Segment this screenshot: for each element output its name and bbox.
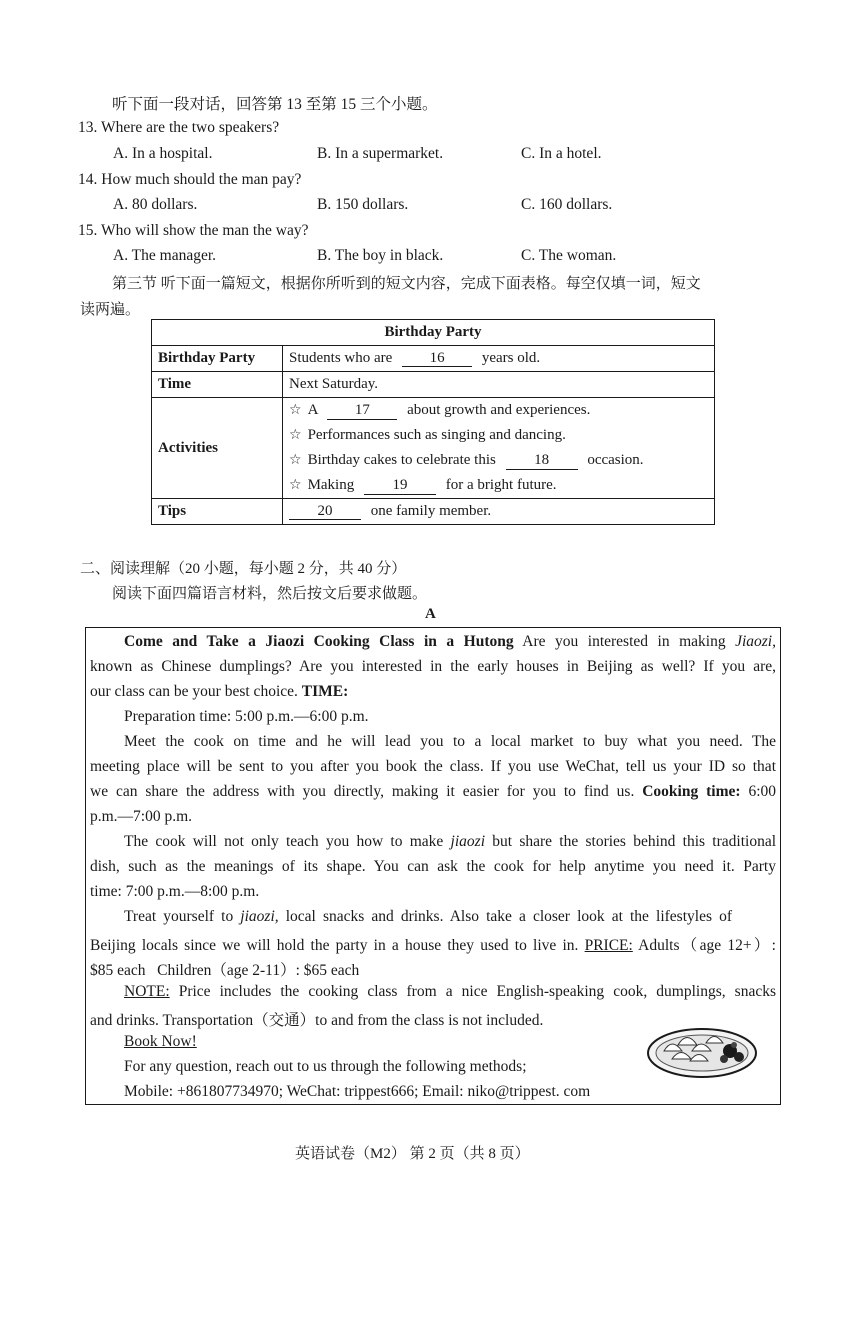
passage-line	[90, 683, 776, 701]
cooking-time-label: Cooking time:	[642, 783, 741, 800]
time-label: TIME:	[301, 683, 349, 700]
activity-1-pre: A	[307, 402, 318, 418]
passage-text: local snacks and drinks. Also take a closer look at the lifestyles of	[278, 908, 733, 925]
passage-line	[124, 983, 776, 1001]
passage-line	[90, 783, 776, 801]
row-value-age	[283, 346, 715, 372]
passage-line: Meet the cook on time and he will lead you to a local market to buy what you need. The	[124, 733, 776, 750]
row-label-birthday-party: Birthday Party	[152, 346, 283, 372]
passage-text: but share the stories behind this traditional	[485, 833, 776, 850]
reading-instruction: 阅读下面四篇语言材料，然后按文后要求做题。	[112, 586, 428, 602]
question-14: 14. How much should the man pay?	[78, 171, 302, 188]
passage-italic: jiaozi,	[240, 908, 279, 925]
question-13: 13. Where are the two speakers?	[78, 119, 280, 136]
passage-letter: A	[425, 606, 436, 622]
note-label: NOTE:	[124, 983, 170, 1000]
passage-text: 6:00	[740, 783, 776, 800]
passage-line	[90, 933, 776, 955]
blank-17: 17	[327, 403, 397, 420]
row-label-time: Time	[152, 372, 283, 398]
activity-item	[289, 423, 708, 448]
reading-heading: 二、阅读理解（20 小题，每小题 2 分，共 40 分）	[80, 561, 407, 577]
blank-20: 20	[289, 504, 361, 521]
passage-line	[124, 833, 776, 851]
passage-text: The cook will not only teach you how to make	[124, 833, 451, 850]
activities-list	[283, 398, 715, 499]
option-15a: A. The manager.	[113, 247, 217, 264]
passage-line: time: 7:00 p.m.—8:00 p.m.	[90, 883, 260, 900]
passage-text: Adults（age 12+）:	[632, 937, 776, 954]
activity-1-post: about growth and experiences.	[407, 402, 591, 418]
passage-title: Come and Take a Jiaozi Cooking Class in a Hutong	[124, 633, 514, 650]
passage-line: meeting place will be sent to you after you book the class. If you use WeChat, tell us your ID so that	[90, 758, 776, 775]
dialog-instruction: 听下面一段对话，回答第 13 至第 15 三个小题。	[112, 96, 438, 113]
option-15b: B. The boy in black.	[317, 247, 444, 264]
book-now-link: Book Now!	[124, 1033, 197, 1050]
passage-a-box	[85, 627, 781, 1105]
tips-text: one family member.	[370, 502, 492, 519]
row-label-activities: Activities	[152, 398, 283, 499]
passage-line: Mobile: +861807734970; WeChat: trippest666; Email: niko@trippest. com	[124, 1083, 591, 1100]
passage-italic: jiaozi	[450, 833, 485, 850]
activity-item	[289, 473, 708, 498]
section3-instruction: 第三节 听下面一篇短文，根据你所听到的短文内容，完成下面表格。每空仅填一词，短文	[112, 276, 701, 292]
activity-item	[289, 448, 708, 473]
passage-line	[124, 908, 732, 926]
passage-line	[124, 633, 776, 651]
activity-3-pre: Birthday cakes to celebrate this	[307, 452, 496, 468]
question-15: 15. Who will show the man the way?	[78, 222, 309, 239]
option-15c: C. The woman.	[521, 247, 617, 264]
activity-4-post: for a bright future.	[445, 477, 557, 493]
passage-line: Preparation time: 5:00 p.m.—6:00 p.m.	[124, 708, 369, 725]
activity-item	[289, 398, 708, 423]
passage-text: Price includes the cooking class from a nice English-speaking cook, dumplings, snacks	[169, 983, 776, 1000]
row1-text: Students who are	[289, 349, 393, 366]
blank-16: 16	[402, 351, 472, 368]
option-13a: A. In a hospital.	[113, 145, 213, 162]
activity-4-pre: Making	[307, 477, 355, 493]
price-label: PRICE:	[584, 937, 633, 954]
passage-line: $85 each Children（age 2-11）: $65 each	[90, 962, 360, 979]
passage-italic: Jiaozi,	[735, 633, 776, 650]
passage-text: Are you interested in making	[513, 633, 736, 650]
row-value-time: Next Saturday.	[283, 372, 715, 398]
birthday-party-table	[151, 319, 715, 525]
dumpling-plate-image	[646, 1021, 758, 1079]
option-14c: C. 160 dollars.	[521, 196, 613, 213]
option-13b: B. In a supermarket.	[317, 145, 444, 162]
row1-text-post: years old.	[481, 349, 541, 366]
section3-instruction-cont: 读两遍。	[80, 302, 141, 318]
row-value-tips	[283, 499, 715, 525]
activity-3-post: occasion.	[587, 452, 644, 468]
passage-text: our class can be your best choice.	[90, 683, 302, 700]
blank-19: 19	[364, 478, 436, 495]
passage-line: For any question, reach out to us through the following methods;	[124, 1058, 527, 1075]
option-14b: B. 150 dollars.	[317, 196, 409, 213]
table-title: Birthday Party	[152, 320, 715, 346]
page-footer: 英语试卷（M2） 第 2 页（共 8 页）	[295, 1146, 530, 1162]
activity-2: Performances such as singing and dancing.	[307, 427, 566, 443]
option-13c: C. In a hotel.	[521, 145, 602, 162]
passage-text: Treat yourself to	[124, 908, 241, 925]
passage-line: p.m.—7:00 p.m.	[90, 808, 193, 825]
row-label-tips: Tips	[152, 499, 283, 525]
passage-text: we can share the address with you directly, making it easier for you to find us.	[90, 783, 643, 800]
passage-line: dish, such as the meanings of its shape. You can ask the cook for help anytime you need it. Party	[90, 858, 776, 875]
passage-line: and drinks. Transportation（交通）to and from the class is not included.	[90, 1012, 544, 1029]
blank-18: 18	[506, 453, 578, 470]
star-icon: ☆	[289, 402, 302, 418]
star-icon: ☆	[289, 477, 302, 493]
star-icon: ☆	[289, 452, 302, 468]
passage-line: known as Chinese dumplings? Are you interested in the early houses in Beijing as well? If you are,	[90, 658, 776, 675]
star-icon: ☆	[289, 427, 302, 443]
passage-text: Beijing locals since we will hold the party in a house they used to live in.	[90, 937, 585, 954]
option-14a: A. 80 dollars.	[113, 196, 198, 213]
